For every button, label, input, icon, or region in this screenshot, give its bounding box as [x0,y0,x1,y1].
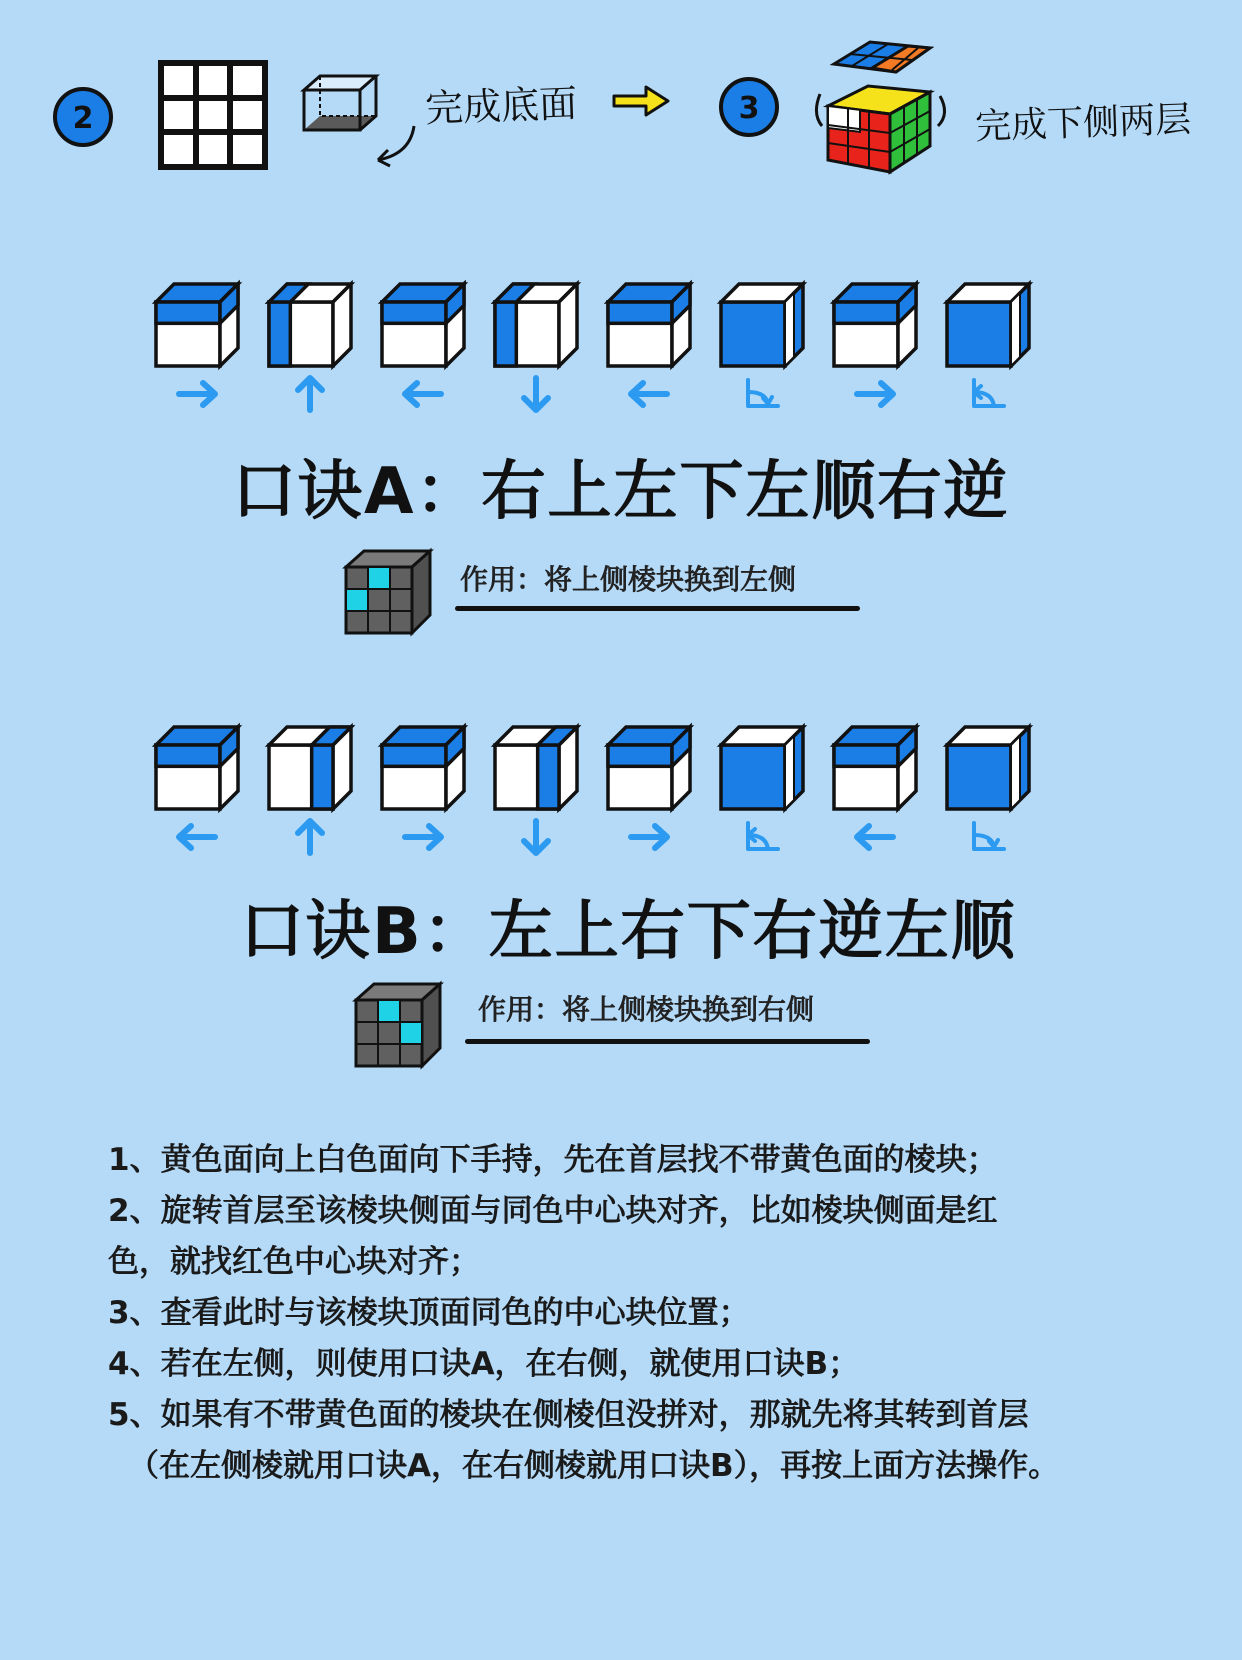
move-arrow-counterclockwise-icon [748,823,778,849]
step-line: 4、若在左侧，则使用口诀A，在右侧，就使用口诀B； [108,1346,860,1382]
move-arrow-clockwise-icon [748,380,778,406]
move-cube-front [947,727,1029,809]
svg-text:2: 2 [72,101,94,136]
step3-caption: 完成下侧两层 [974,99,1192,148]
formula-a-usage: 作用：将上侧棱块换到左侧 [460,563,797,596]
formula-b-title: 口诀B：左上右下右逆左顺 [240,895,1017,969]
move-cube-top [834,284,916,366]
move-arrow-down-icon [524,378,548,410]
move-arrow-clockwise-icon [974,823,1004,849]
move-arrow-right-icon [857,383,893,405]
grid-3x3-icon [158,60,270,176]
move-arrow-down-icon [524,821,548,853]
move-arrow-left-icon [857,826,893,848]
move-cube-front [721,284,803,366]
move-cube-top [156,727,238,809]
move-arrow-left-icon [631,383,667,405]
bottom-cube-icon [300,68,380,152]
move-arrow-right-icon [631,826,667,848]
step-line: 3、查看此时与该棱块顶面同色的中心块位置； [108,1295,750,1331]
yellow-arrow-icon [610,84,672,122]
move-arrow-up-icon [298,821,322,853]
step-2-badge-icon [52,86,114,152]
step-line: 2、旋转首层至该棱块侧面与同色中心块对齐，比如棱块侧面是红 [108,1193,998,1229]
formula-b-usage: 作用：将上侧棱块换到右侧 [478,993,815,1026]
instructions [108,1135,1208,1492]
move-arrow-counterclockwise-icon [974,380,1004,406]
move-cube-top [834,727,916,809]
step-line: 5、如果有不带黄色面的棱块在侧棱但没拼对，那就先将其转到首层 [108,1397,1029,1433]
svg-text:3: 3 [738,91,760,126]
step2-caption: 完成底面 [424,81,578,131]
move-cube-top [382,727,464,809]
move-cube-front [947,284,1029,366]
move-arrow-up-icon [298,378,322,410]
move-cube-left [495,284,577,366]
move-cube-front [721,727,803,809]
step-line: （在左侧棱就用口诀A，在右侧棱就用口诀B），再按上面方法操作。 [128,1448,1060,1484]
move-arrow-left-icon [179,826,215,848]
move-cube-top [608,727,690,809]
step-line: 1、黄色面向上白色面向下手持，先在首层找不带黄色面的棱块； [108,1142,998,1178]
formula-a-underline [455,606,860,611]
mini-cube-icon [342,545,434,641]
formula-b-underline [465,1039,870,1044]
move-arrow-right-icon [179,383,215,405]
move-cube-left [269,284,351,366]
curved-arrow-icon [370,120,420,174]
mini-cube-icon [352,978,444,1074]
formula-a-moves [150,270,1090,420]
move-cube-right [495,727,577,809]
rubiks-cube-icon [812,34,952,188]
step-line: 色，就找红色中心块对齐； [108,1244,480,1280]
move-cube-right [269,727,351,809]
formula-b-moves [150,713,1090,863]
move-cube-top [382,284,464,366]
formula-a-title: 口诀A：右上左下左顺右逆 [232,455,1010,529]
move-cube-top [608,284,690,366]
move-arrow-right-icon [405,826,441,848]
step-3-badge-icon [718,76,780,142]
move-arrow-left-icon [405,383,441,405]
move-cube-top [156,284,238,366]
